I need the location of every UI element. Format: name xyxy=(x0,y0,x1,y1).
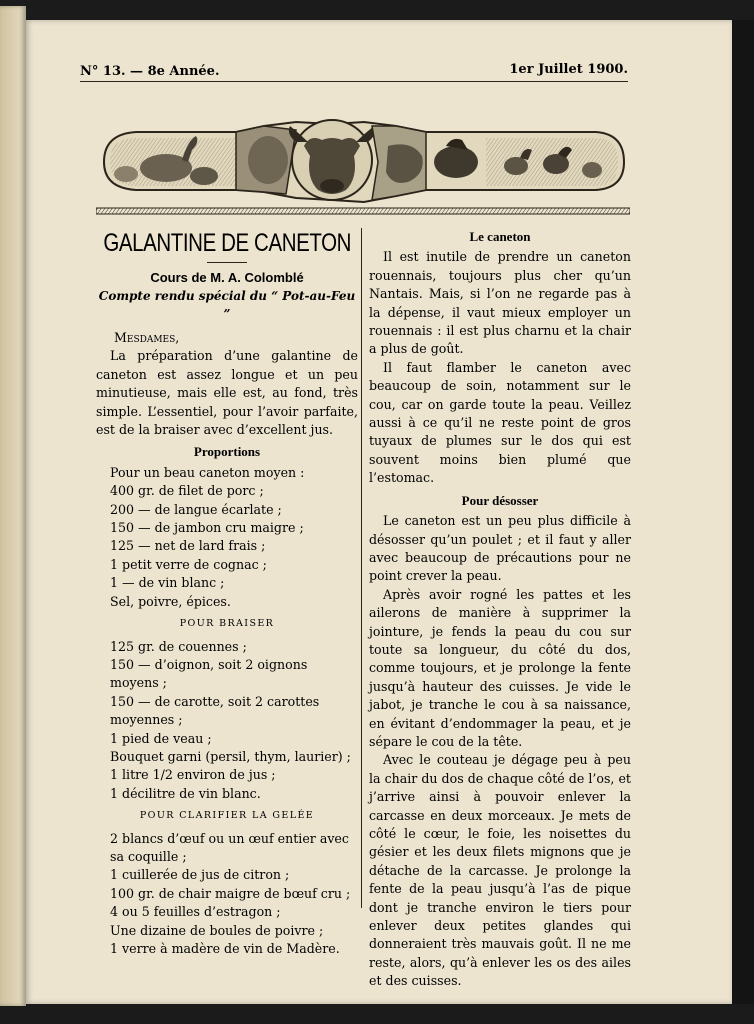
list-item: 200 — de langue écarlate ; xyxy=(110,501,282,517)
desosser-paragraph: Après avoir rogné les pattes et les ailerons de manière à supprimer la jointure, je fends la peau du cou sur toute sa longueur, du côté du dos, comme toujours, et je prolonge la fente jusqu’à hauteur des cuisses. Je vide le jabot, je tranche le cou à sa naissance, en évitant d’endommager la peau, et je sépare le cou de la tête. xyxy=(369,586,631,749)
list-item: 150 — de carotte, soit 2 carottes moyennes ; xyxy=(110,693,320,728)
list-item: 1 pied de veau ; xyxy=(110,730,212,746)
article-subline: Compte rendu spécial du “ Pot-au-Feu ” xyxy=(98,289,356,321)
desosser-heading: Pour désosser xyxy=(461,492,539,508)
article-byline: Cours de M. A. Colomblé xyxy=(150,270,304,285)
proportions-heading: Proportions xyxy=(193,444,261,460)
list-item: 1 petit verre de cognac ; xyxy=(110,556,267,572)
list-item: Bouquet garni (persil, thym, laurier) ; xyxy=(110,748,351,764)
page-header xyxy=(80,58,628,82)
title-rule xyxy=(207,262,247,263)
caneton-paragraph: Il faut flamber le caneton avec beaucoup de soin, notamment sur le cou, car on garde toute la peau. Veillez aussi à ce qu’il ne reste point de gros tuyaux de plumes sur le dos qui est souvent moins bien plumé que l’estomac. xyxy=(369,359,631,486)
list-item: 150 — d’oignon, soit 2 oignons moyens ; xyxy=(110,656,308,691)
list-item: 1 — de vin blanc ; xyxy=(110,575,225,591)
scan-border xyxy=(732,20,754,1004)
list-item: 4 ou 5 feuilles d’estragon ; xyxy=(110,904,281,920)
desosser-paragraph: Le caneton est un peu plus difficile à désosser qu’un poulet ; et il faut y aller avec beaucoup de précautions pour ne point crever la peau. xyxy=(369,513,631,584)
right-column xyxy=(369,228,631,991)
caneton-paragraph: Il est inutile de prendre un caneton rouennais, toujours plus cher qu’un Nantais. Mais, si l’on ne regarde pas à la dépense, il vaut mieux employer un rouennais : il est plus charnu et la chair a plus de goût. xyxy=(369,249,631,357)
header-rule xyxy=(80,81,628,82)
list-item: 100 gr. de chair maigre de bœuf cru ; xyxy=(110,885,351,901)
desosser-paragraph: Avec le couteau je dégage peu à peu la chair du dos de chaque côté de l’os, et j’arrive ainsi à pouvoir enlever la carcasse en deux morceaux. Je mets de côté le cœur, le foie, les noisettes du gésier et les deux filets mignons que je détache de la carcasse. Je prolonge la fente de la peau jusqu’à l’as de pique dont je tranche environ le tiers pour enlever deux petites glandes qui donneraient très mauvais goût. Il ne me reste, alors, qu’à enlever les os des ailes et des cuisses. xyxy=(369,752,631,989)
list-item: Une dizaine de boules de poivre ; xyxy=(110,922,324,938)
farm-animals-banner-illustration xyxy=(96,116,630,216)
left-column xyxy=(96,228,358,958)
salutation: Mesdames, xyxy=(114,330,180,345)
list-item: 2 blancs d’œuf ou un œuf entier avec sa coquille ; xyxy=(110,830,349,864)
clarifier-heading: POUR CLARIFIER LA GELÉE xyxy=(139,810,315,822)
issue-date: 1er Juillet 1900. xyxy=(509,62,628,77)
list-item: 150 — de jambon cru maigre ; xyxy=(110,520,304,536)
list-item: 1 litre 1/2 environ de jus ; xyxy=(110,767,276,783)
list-item: 400 gr. de filet de porc ; xyxy=(110,483,264,499)
column-divider xyxy=(361,228,362,908)
braiser-list xyxy=(96,638,358,804)
intro-paragraph: La préparation d’une galantine de caneton est assez longue et un peu minutieuse, mais elle est, au fond, très simple. L’essentiel, pour l’avoir parfaite, est de la braiser avec d’excellent jus. xyxy=(96,348,358,438)
list-item: 125 gr. de couennes ; xyxy=(110,638,247,654)
list-item: 125 — net de lard frais ; xyxy=(110,538,266,554)
caneton-heading: Le caneton xyxy=(469,229,531,244)
issue-number: N° 13. — 8e Année. xyxy=(80,64,220,79)
braiser-heading: POUR BRAISER xyxy=(179,618,275,630)
clarifier-list xyxy=(96,830,358,959)
list-item: 1 décilitre de vin blanc. xyxy=(110,785,261,801)
list-item: 1 cuillerée de jus de citron ; xyxy=(110,867,290,883)
list-item: Pour un beau caneton moyen : xyxy=(110,464,305,480)
facing-page-edge xyxy=(0,6,26,1006)
list-item: Sel, poivre, épices. xyxy=(110,593,231,609)
list-item: 1 verre à madère de vin de Madère. xyxy=(110,941,340,956)
proportions-list xyxy=(96,464,358,611)
article-title: GALANTINE DE CANETON xyxy=(103,229,352,257)
